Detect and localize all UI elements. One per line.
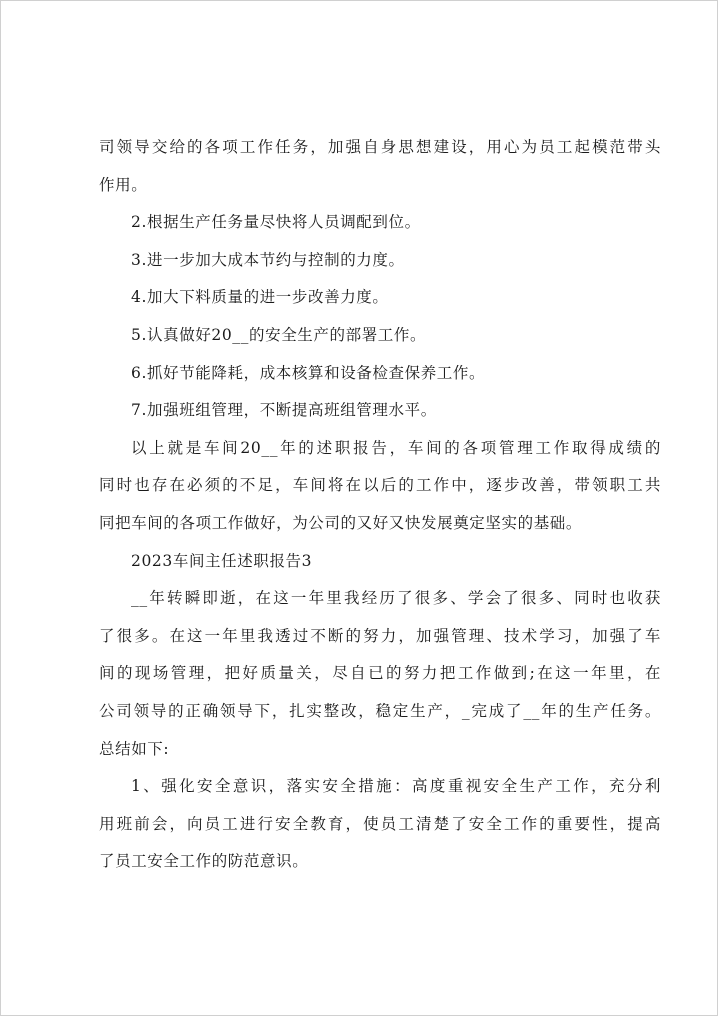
text-line: 公司领导的正确领导下，扎实整改，稳定生产，_完成了__年的生产任务。: [99, 701, 661, 720]
text-line: 作用。: [99, 175, 148, 194]
text-line: 同把车间的各项工作做好，为公司的又好又快发展奠定坚实的基础。: [99, 513, 583, 532]
list-item: 7.加强班组管理，不断提高班组管理水平。: [131, 401, 437, 420]
text-line: 总结如下:: [99, 739, 170, 758]
text-line: 了很多。在这一年里我透过不断的努力，加强管理、技术学习，加强了车: [99, 626, 661, 645]
list-item: 4.加大下料质量的进一步改善力度。: [131, 288, 389, 307]
list-item: 6.抓好节能降耗，成本核算和设备检查保养工作。: [131, 363, 486, 382]
list-item: 1、强化安全意识，落实安全措施：高度重视安全生产工作，充分利: [131, 777, 661, 796]
text-line: 同时也存在必须的不足，车间将在以后的工作中，逐步改善，带领职工共: [99, 476, 661, 495]
document-body: [99, 129, 661, 881]
list-item: 5.认真做好20__的安全生产的部署工作。: [131, 325, 427, 344]
text-line: 司领导交给的各项工作任务，加强自身思想建设，用心为员工起模范带头: [99, 138, 661, 156]
text-line: 了员工安全工作的防范意识。: [99, 852, 309, 871]
list-item: 2.根据生产任务量尽快将人员调配到位。: [131, 213, 421, 232]
list-item: 3.进一步加大成本节约与控制的力度。: [131, 250, 405, 269]
text-line: 用班前会，向员工进行安全教育，使员工清楚了安全工作的重要性，提高: [99, 814, 661, 833]
text-line: 间的现场管理，把好质量关，尽自已的努力把工作做到;在这一年里，在: [99, 664, 661, 683]
text-line: __年转瞬即逝，在这一年里我经历了很多、学会了很多、同时也收获: [131, 589, 661, 608]
text-line: 以上就是车间20__年的述职报告，车间的各项管理工作取得成绩的: [131, 438, 661, 457]
section-heading: 2023车间主任述职报告3: [131, 551, 313, 570]
